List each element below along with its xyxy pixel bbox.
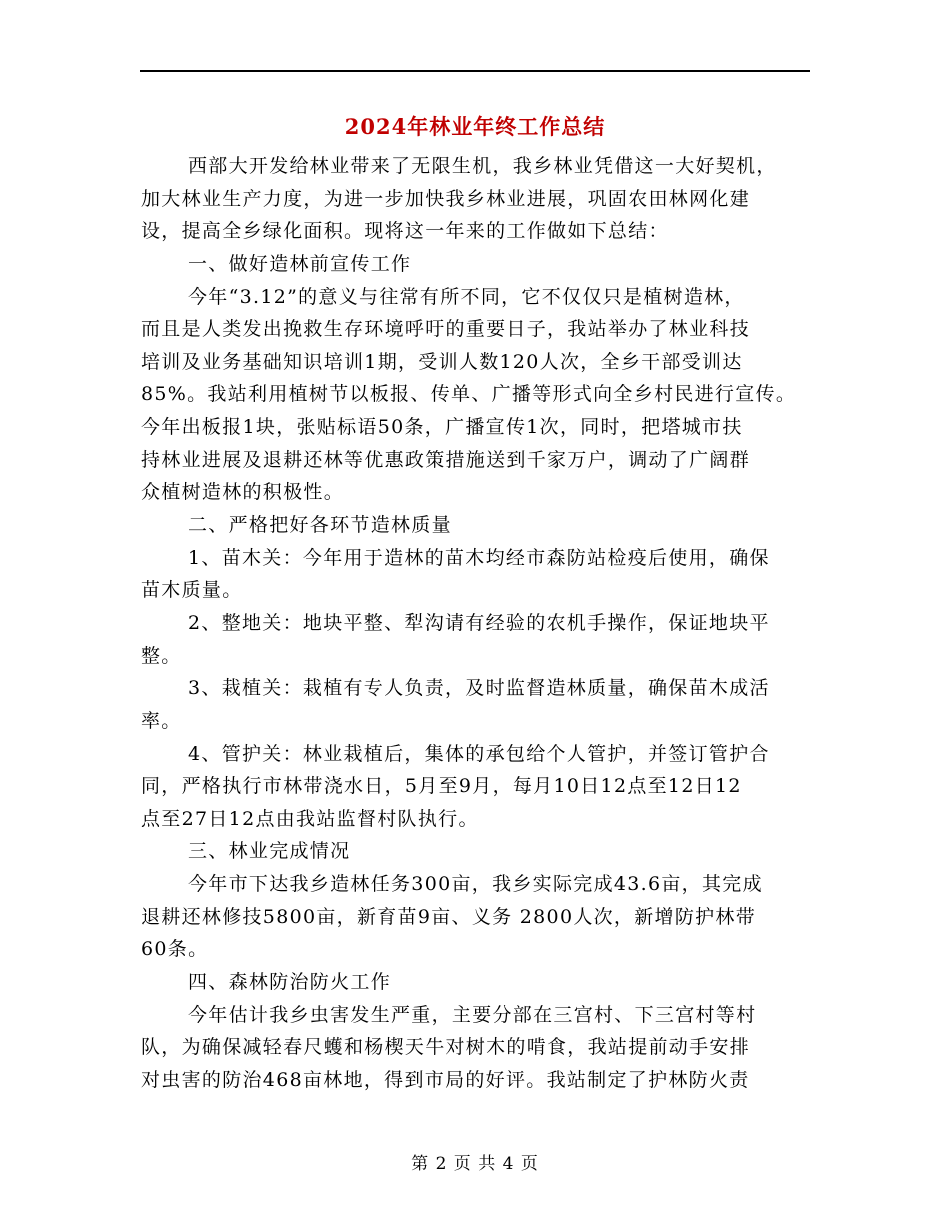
text-line: 60条。 (141, 938, 209, 961)
text-line: 今年出板报1块，张贴标语50条，广播宣传1次，同时，把塔城市扶 (141, 416, 743, 439)
text-line: 今年估计我乡虫害发生严重，主要分部在三宫村、下三宫村等村 (188, 1003, 757, 1026)
text-line: 三、林业完成情况 (188, 840, 351, 863)
text-line: 众植树造林的积极性。 (141, 481, 345, 504)
text-line: 苗木质量。 (141, 579, 243, 602)
text-line: 今年“3.12”的意义与往常有所不同，它不仅仅只是植树造林， (188, 285, 745, 308)
text-line: 整。 (141, 644, 182, 667)
text-line: 同，严格执行市林带浇水日，5月至9月，每月10日12点至12日12 (141, 775, 742, 798)
text-line: 退耕还林修技5800亩，新育苗9亩、义务 2800人次，新增防护林带 (141, 905, 757, 928)
text-line: 今年市下达我乡造林任务300亩，我乡实际完成43.6亩，其完成 (188, 873, 763, 896)
text-line: 持林业进展及退耕还林等优惠政策措施送到千家万户，调动了广阔群 (141, 448, 751, 471)
text-line: 点至27日12点由我站监督村队执行。 (141, 807, 479, 830)
text-line: 培训及业务基础知识培训1期，受训人数120人次，全乡干部受训达 (141, 350, 743, 373)
text-line: 二、严格把好各环节造林质量 (188, 514, 452, 537)
text-line: 率。 (141, 709, 182, 732)
text-line: 加大林业生产力度，为进一步加快我乡林业进展，巩固农田林网化建 (141, 187, 751, 210)
header-rule (140, 70, 810, 72)
text-line: 3、栽植关：栽植有专人负责，及时监督造林质量，确保苗木成活 (188, 677, 770, 700)
text-line: 2、整地关：地块平整、犁沟请有经验的农机手操作，保证地块平 (188, 611, 770, 634)
text-line: 队，为确保减轻春尺蠖和杨楔天牛对树木的啃食，我站提前动手安排 (141, 1036, 751, 1059)
text-line: 设，提高全乡绿化面积。现将这一年来的工作做如下总结： (141, 220, 669, 243)
text-line: 西部大开发给林业带来了无限生机，我乡林业凭借这一大好契机， (188, 155, 777, 177)
text-line: 1、苗木关：今年用于造林的苗木均经市森防站检疫后使用，确保 (188, 546, 770, 569)
text-line: 4、管护关：林业栽植后，集体的承包给个人管护，并签订管护合 (188, 742, 770, 765)
document-body (141, 150, 821, 1097)
page-title: 2024年林业年终工作总结 (344, 114, 606, 139)
text-line: 四、森林防治防火工作 (188, 971, 392, 994)
text-line: 而且是人类发出挽救生存环境呼吁的重要日子，我站举办了林业科技 (141, 318, 751, 341)
text-line: 85%。我站利用植树节以板报、传单、广播等形式向全乡村民进行宣传。 (141, 383, 797, 406)
page-footer: 第 2 页 共 4 页 (411, 1154, 539, 1174)
text-line: 一、做好造林前宣传工作 (188, 252, 412, 275)
text-line: 对虫害的防治468亩林地，得到市局的好评。我站制定了护林防火责 (141, 1068, 750, 1091)
